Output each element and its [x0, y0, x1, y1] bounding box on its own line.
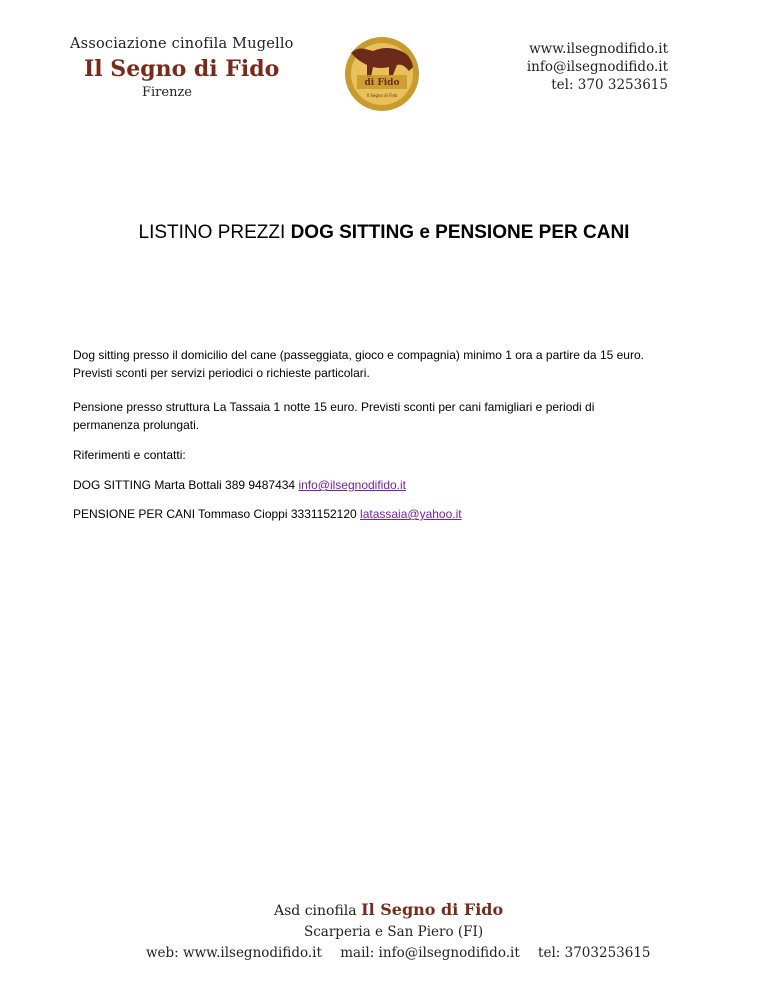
footer-web: web: www.ilsegnodifido.it — [146, 945, 322, 961]
paragraph-pensione — [73, 398, 713, 434]
footer-mail: mail: info@ilsegnodifido.it — [340, 945, 520, 961]
paragraph-line: permanenza prolungati. — [73, 418, 200, 432]
paragraph-dog-sitting — [73, 346, 713, 382]
paragraph-line: Previsti sconti per servizi periodici o richieste particolari. — [73, 366, 370, 380]
footer-contacts — [146, 945, 665, 961]
footer-tel: tel: 3703253615 — [538, 945, 651, 961]
association-name: Associazione cinofila Mugello — [70, 36, 294, 52]
footer-brand: Il Segno di Fido — [361, 900, 504, 919]
contact-text: DOG SITTING Marta Bottali 389 9487434 — [73, 478, 299, 492]
svg-text:di Fido: di Fido — [364, 78, 400, 88]
brand-name: Il Segno di Fido — [84, 56, 280, 82]
footer-title — [274, 900, 503, 919]
dog-logo-icon — [343, 35, 421, 113]
svg-text:Il Segno di Fido: Il Segno di Fido — [366, 93, 398, 98]
header-email: info@ilsegnodifido.it — [526, 59, 668, 75]
header-website: www.ilsegnodifido.it — [529, 41, 668, 57]
paragraph-line: Dog sitting presso il domicilio del cane (passeggiata, gioco e compagnia) minimo 1 ora a partire da 15 euro. — [73, 348, 644, 362]
paragraph-line: Pensione presso struttura La Tassaia 1 notte 15 euro. Previsti sconti per cani famigliari e periodi di — [73, 400, 595, 414]
paragraph-contacts-heading: Riferimenti e contatti: — [73, 448, 186, 462]
title-bold: DOG SITTING e PENSIONE PER CANI — [290, 222, 630, 243]
email-link-pensione[interactable]: latassaia@yahoo.it — [360, 507, 462, 521]
contact-text: PENSIONE PER CANI Tommaso Cioppi 3331152120 — [73, 507, 361, 521]
page-title — [0, 222, 768, 244]
header-left — [70, 36, 294, 100]
email-link-dog-sitting[interactable]: info@ilsegnodifido.it — [298, 478, 407, 492]
contact-dog-sitting — [73, 476, 713, 494]
footer-prefix: Asd cinofila — [274, 903, 362, 919]
contact-pensione — [73, 505, 713, 523]
header-contacts — [527, 40, 668, 94]
title-normal: LISTINO PREZZI — [138, 222, 291, 243]
city-name: Firenze — [142, 85, 193, 100]
header-phone: tel: 370 3253615 — [551, 77, 668, 93]
footer-city: Scarperia e San Piero (FI) — [304, 924, 484, 940]
